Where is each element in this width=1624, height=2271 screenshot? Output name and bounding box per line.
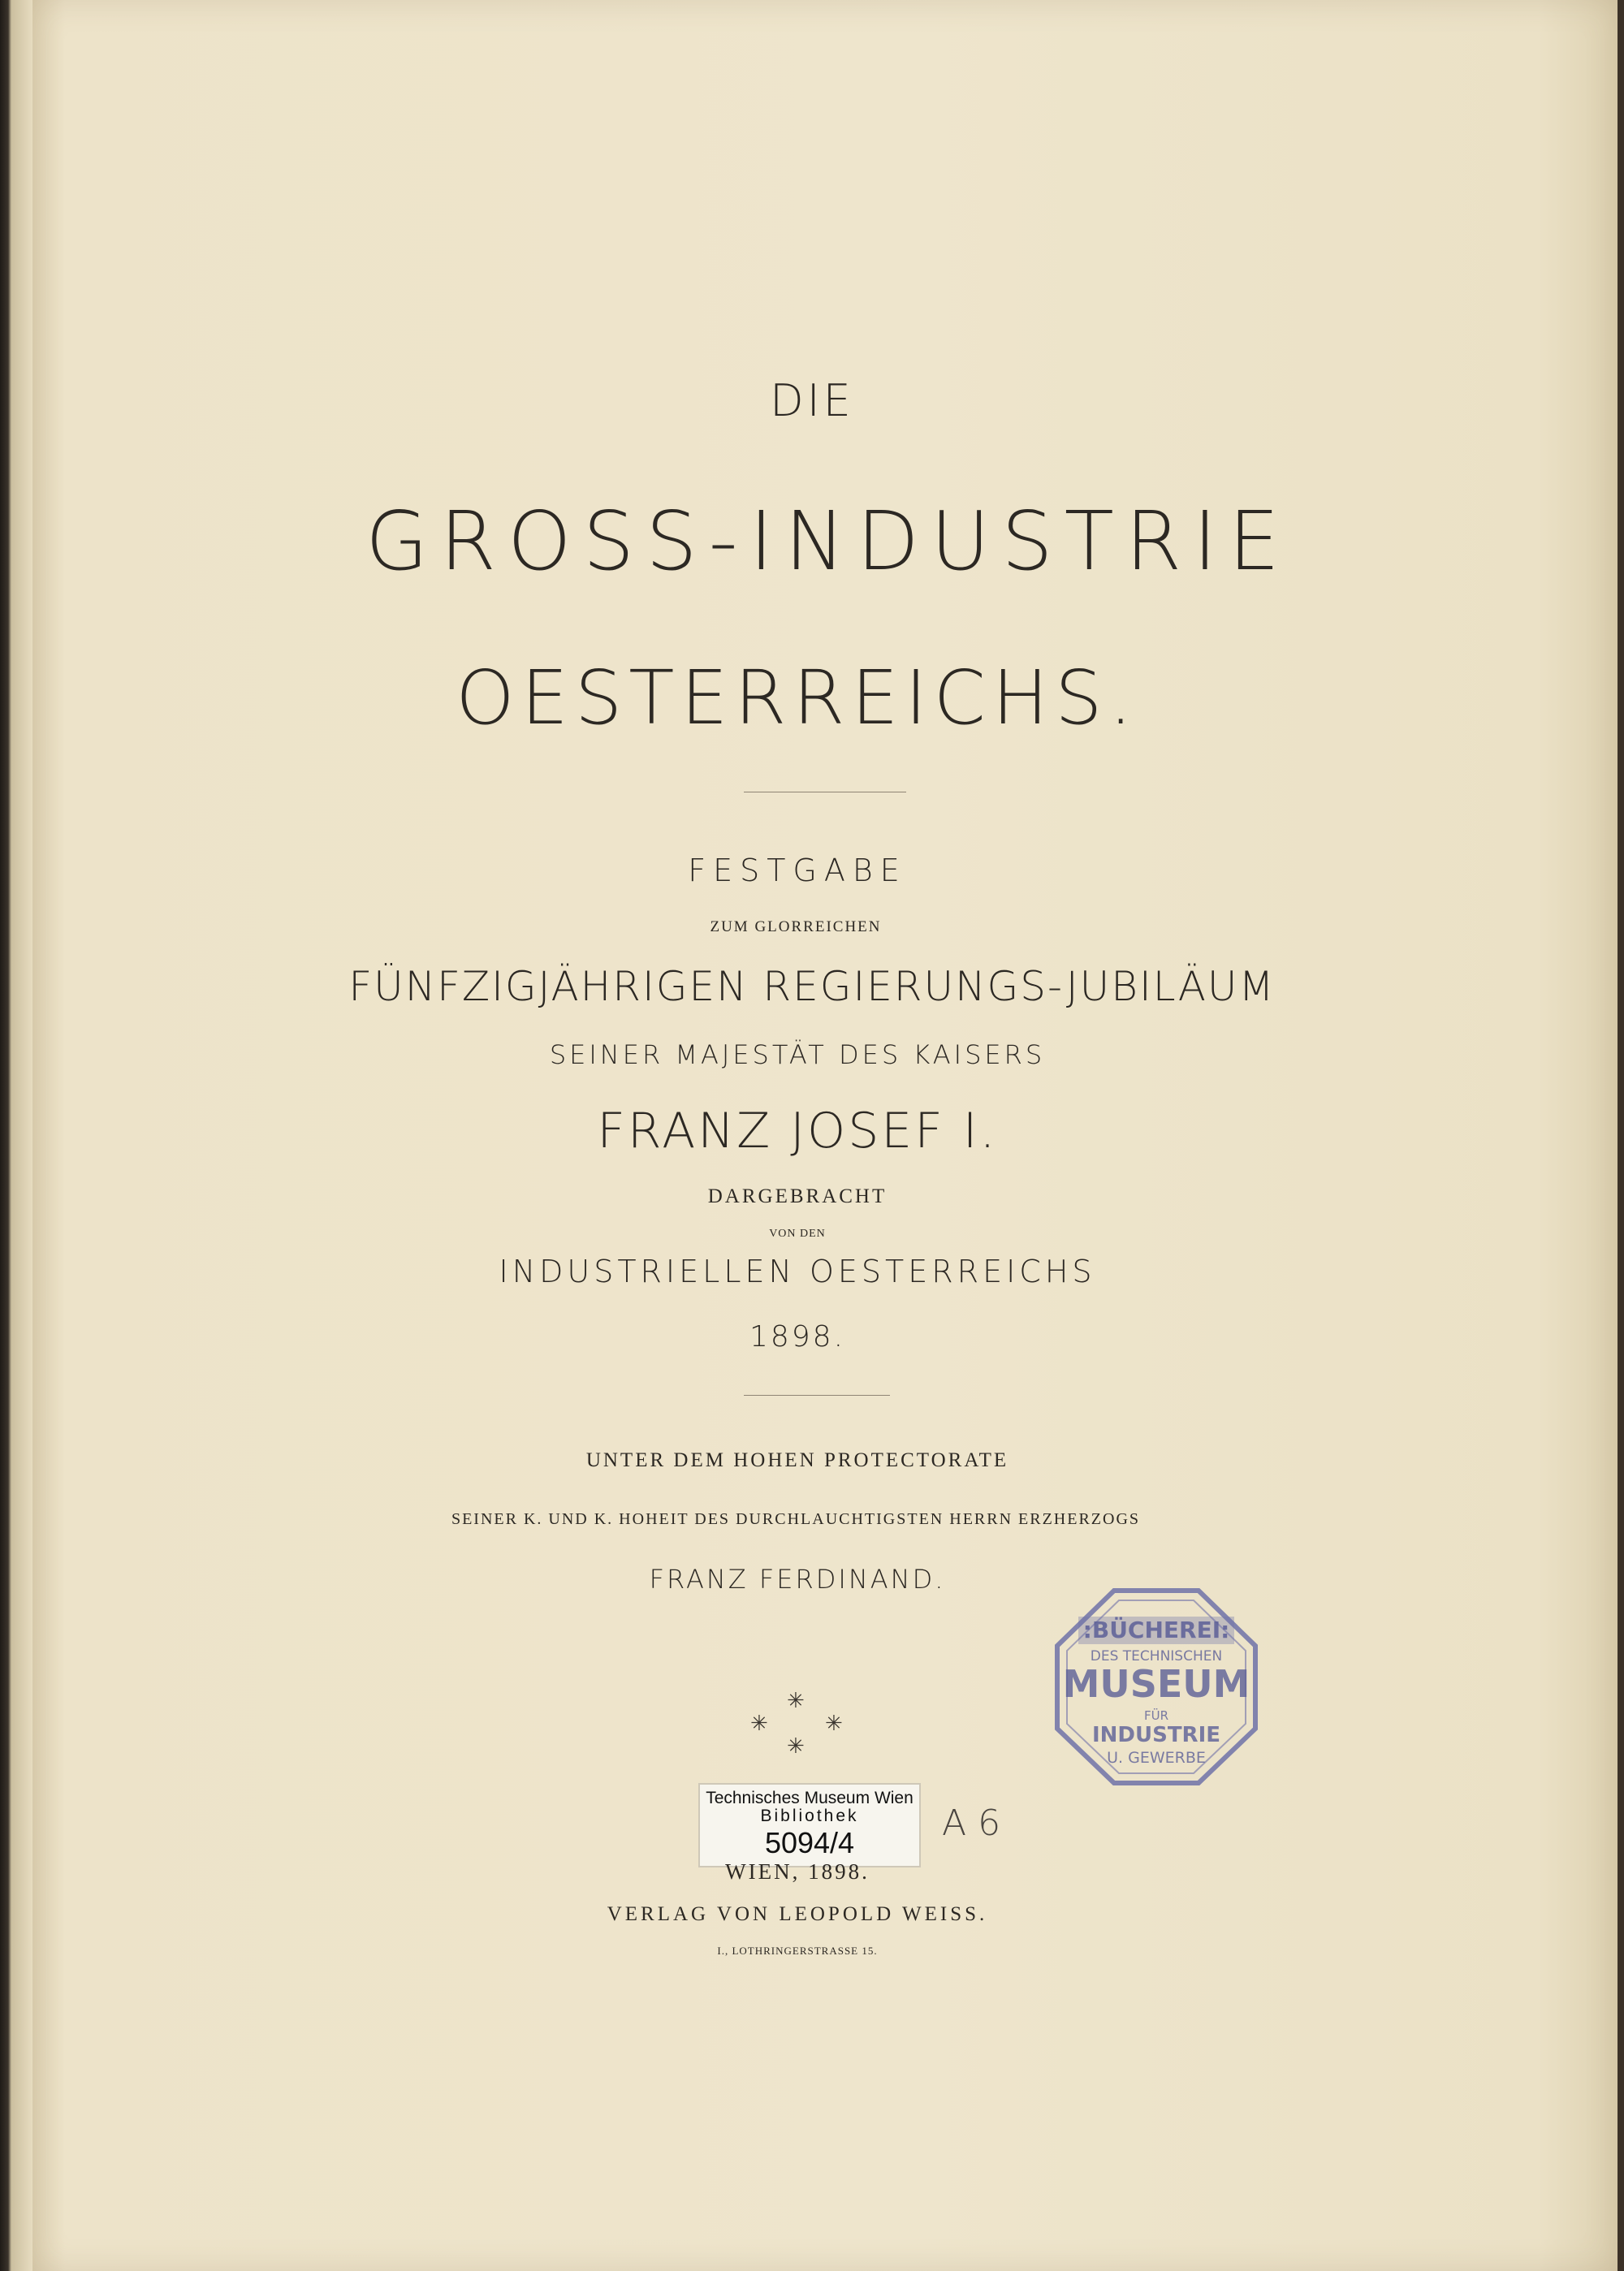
svg-text:DES TECHNISCHEN: DES TECHNISCHEN: [1090, 1648, 1223, 1664]
library-label-line-1: Technisches Museum Wien: [706, 1789, 914, 1807]
protectorate-name: FRANZ FERDINAND.: [649, 1564, 946, 1595]
festgabe-heading: FESTGABE: [688, 853, 907, 888]
svg-text:MUSEUM: MUSEUM: [1062, 1662, 1250, 1706]
divider-rule-2: [744, 1395, 890, 1396]
star-ornament-icon: ✳: [787, 1734, 805, 1759]
dedication-zum: ZUM GLORREICHEN: [710, 918, 882, 935]
star-ornament-icon: ✳: [787, 1689, 805, 1713]
svg-text:FÜR: FÜR: [1143, 1708, 1169, 1723]
protectorate-line-1: UNTER DEM HOHEN PROTECTORATE: [585, 1449, 1009, 1471]
svg-text:U. GEWERBE: U. GEWERBE: [1107, 1749, 1206, 1767]
imprint-address: I., LOTHRINGERSTRASSE 15.: [717, 1945, 878, 1957]
title-article: DIE: [770, 375, 854, 426]
library-stamp: [1054, 1587, 1259, 1786]
dedication-industriellen: INDUSTRIELLEN OESTERREICHS: [499, 1254, 1096, 1289]
title-line-2: OESTERREICHS.: [456, 654, 1139, 741]
title-line-1: GROSS-INDUSTRIE: [365, 494, 1291, 589]
imprint-place-date: WIEN, 1898.: [725, 1859, 870, 1884]
dedication-jubilaeum: FÜNFZIGJÄHRIGEN REGIERUNGS-JUBILÄUM: [348, 963, 1276, 1010]
svg-text:INDUSTRIE: INDUSTRIE: [1091, 1723, 1221, 1747]
dedication-year: 1898.: [749, 1320, 846, 1354]
imprint-publisher: VERLAG VON LEOPOLD WEISS.: [607, 1903, 988, 1925]
dedication-kaiser-name: FRANZ JOSEF I.: [597, 1103, 998, 1159]
library-shelfmark: 5094/4: [764, 1826, 855, 1859]
dedication-dargebracht: DARGEBRACHT: [707, 1185, 888, 1207]
page-edge-right: [1618, 0, 1624, 2271]
library-shelf-label: [698, 1783, 921, 1867]
svg-text::BÜCHEREI:: :BÜCHEREI:: [1082, 1617, 1230, 1643]
handwritten-note: A 6: [942, 1803, 1001, 1844]
dedication-majestaet: SEINER MAJESTÄT DES KAISERS: [549, 1039, 1046, 1070]
library-label-line-2: Bibliothek: [760, 1807, 859, 1825]
protectorate-line-2: SEINER K. UND K. HOHEIT DES DURCHLAUCHTIGSTEN HERRN ERZHERZOGS: [451, 1510, 1141, 1528]
star-ornament-icon: ✳: [750, 1712, 768, 1736]
star-ornament-icon: ✳: [825, 1712, 843, 1736]
dedication-von-den: VON DEN: [769, 1228, 826, 1240]
